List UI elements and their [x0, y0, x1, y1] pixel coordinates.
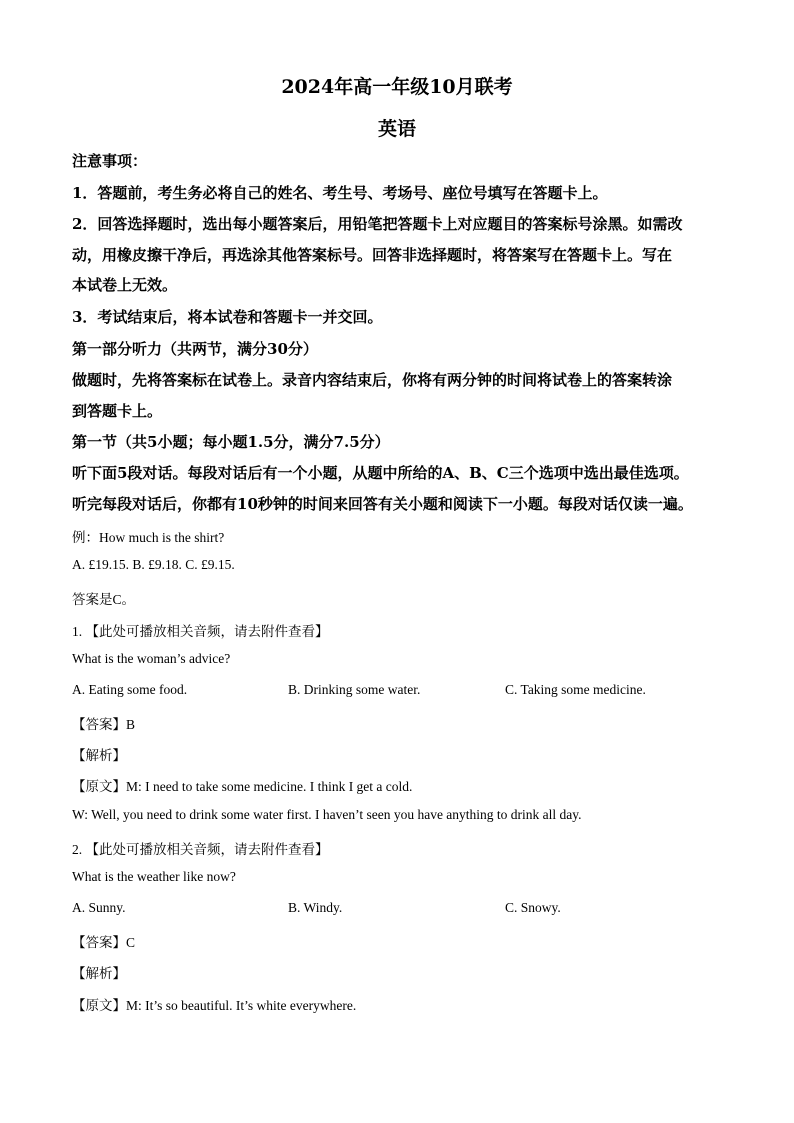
- q1-answer: 【答案】B: [72, 717, 136, 732]
- section1-instruction-line-1: 听下面5段对话。每段对话后有一个小题，从题中所给的A、B、C三个选项中选出最佳选项。: [72, 464, 689, 482]
- note-item-3: 3．考试结束后，将本试卷和答题卡一并交回。: [72, 308, 383, 326]
- note-item-2-line-2: 动，用橡皮擦干净后，再选涂其他答案标号。回答非选择题时，将答案写在答题卡上。写在: [72, 246, 673, 264]
- q2-option-c: C. Snowy.: [505, 900, 561, 915]
- q1-original-line-1: 【原文】M: I need to take some medicine. I think I get a cold.: [72, 779, 413, 794]
- q1-audio-note[interactable]: 1. 【此处可播放相关音频，请去附件查看】: [72, 624, 329, 639]
- example-options: A. £19.15. B. £9.18. C. £9.15.: [72, 557, 235, 572]
- example-question: 例：How much is the shirt?: [72, 530, 225, 545]
- note-item-1: 1．答题前，考生务必将自己的姓名、考生号、考场号、座位号填写在答题卡上。: [72, 184, 608, 202]
- section1-instruction-line-2: 听完每段对话后，你都有10秒钟的时间来回答有关小题和阅读下一小题。每段对话仅读一遍。: [72, 495, 693, 513]
- exam-title: 2024年高一年级10月联考: [281, 76, 513, 98]
- q1-option-a: A. Eating some food.: [72, 682, 188, 697]
- example-answer: 答案是C。: [72, 592, 136, 607]
- part1-heading: 第一部分听力（共两节，满分30分）: [72, 340, 318, 358]
- subject-title: 英语: [377, 118, 416, 140]
- q2-answer: 【答案】C: [72, 935, 136, 950]
- q1-option-c: C. Taking some medicine.: [505, 682, 646, 697]
- notes-heading: 注意事项：: [72, 152, 148, 170]
- q2-question: What is the weather like now?: [72, 869, 236, 884]
- section1-heading: 第一节（共5小题；每小题1.5分，满分7.5分）: [72, 433, 390, 451]
- q2-original-line-1: 【原文】M: It’s so beautiful. It’s white everywhere.: [72, 998, 357, 1013]
- note-item-2-line-1: 2．回答选择题时，选出每小题答案后，用铅笔把答题卡上对应题目的答案标号涂黑。如需改: [72, 215, 683, 233]
- q2-option-a: A. Sunny.: [72, 900, 126, 915]
- q2-analysis-label: 【解析】: [72, 966, 126, 981]
- q1-option-b: B. Drinking some water.: [288, 682, 421, 697]
- note-item-2-line-3: 本试卷上无效。: [72, 276, 178, 294]
- part1-instruction-line-2: 到答题卡上。: [72, 402, 163, 420]
- q1-question: What is the woman’s advice?: [72, 651, 231, 666]
- q2-audio-note[interactable]: 2. 【此处可播放相关音频，请去附件查看】: [72, 842, 329, 857]
- q1-original-line-2: W: Well, you need to drink some water first. I haven’t seen you have anything to drink all day.: [72, 807, 582, 822]
- q1-analysis-label: 【解析】: [72, 748, 126, 763]
- q2-option-b: B. Windy.: [288, 900, 343, 915]
- part1-instruction-line-1: 做题时，先将答案标在试卷上。录音内容结束后，你将有两分钟的时间将试卷上的答案转涂: [72, 371, 673, 389]
